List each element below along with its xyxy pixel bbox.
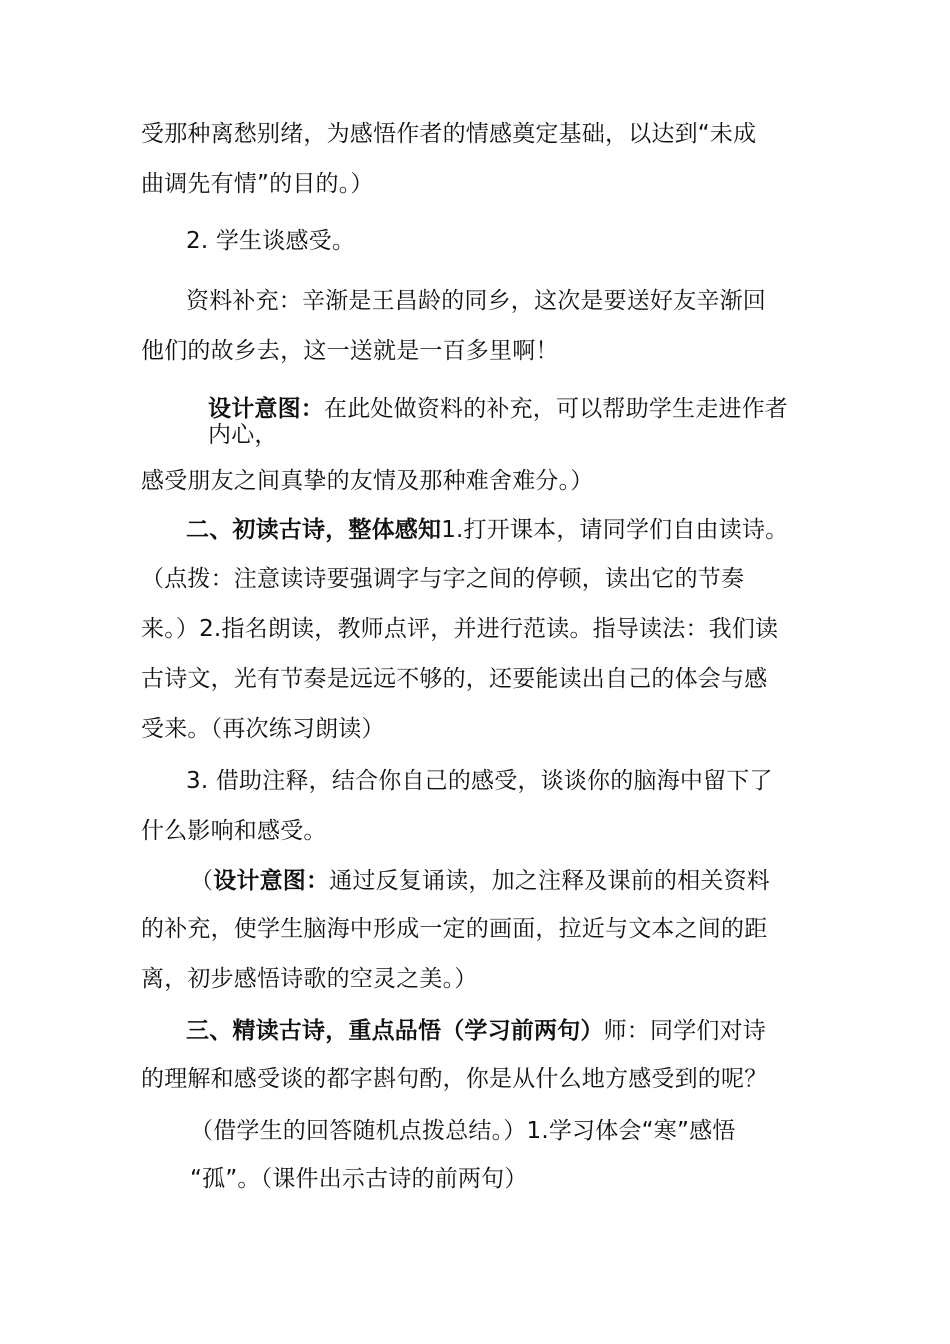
section-heading-3: 三、精读古诗，重点品悟（学习前两句）	[186, 1018, 604, 1044]
paragraph-line: 的补充，使学生脑海中形成一定的画面，拉近与文本之间的距	[141, 916, 768, 942]
paragraph-line: 受来。（再次练习朗读）	[141, 716, 385, 742]
paragraph-line: 古诗文，光有节奏是远远不够的，还要能读出自己的体会与感	[141, 666, 768, 692]
list-item-3: 3. 借助注释，结合你自己的感受，谈谈你的脑海中留下了	[186, 768, 773, 794]
paragraph-line: 他们的故乡去，这一送就是一百多里啊！	[141, 338, 559, 364]
paragraph-line: （借学生的回答随机点拨总结。）1.学习体会“寒”感悟	[190, 1118, 736, 1144]
section-text: 师：同学们对诗	[603, 1018, 767, 1044]
design-intent-line	[190, 866, 770, 896]
paragraph-line: 资料补充：辛渐是王昌龄的同乡，这次是要送好友辛渐回	[186, 288, 766, 314]
paragraph-line: 曲调先有情”的目的。）	[141, 171, 374, 197]
section-heading-line	[186, 515, 788, 545]
section-text: 1.打开课本，请同学们自由读诗。	[441, 517, 789, 543]
paragraph-line: 离，初步感悟诗歌的空灵之美。）	[141, 966, 478, 992]
section-heading-line	[186, 1016, 766, 1046]
paragraph-line: 感受朋友之间真挚的友情及那种难舍难分。）	[141, 468, 594, 494]
paragraph-line: “孤”。（课件出示古诗的前两句）	[190, 1166, 528, 1192]
paragraph-line: （点拨：注意读诗要强调字与字之间的停顿，读出它的节奏	[141, 566, 745, 592]
paragraph-line: 什么影响和感受。	[141, 818, 327, 844]
design-intent-label: 设计意图：	[208, 396, 324, 422]
paragraph-line: 内心，	[208, 422, 278, 448]
section-heading-2: 二、初读古诗，整体感知	[186, 517, 442, 543]
paragraph-line: 来。）2.指名朗读，教师点评，并进行范读。指导读法：我们读	[141, 616, 779, 642]
paragraph-line: 的理解和感受谈的都字斟句酌，你是从什么地方感受到的呢？	[141, 1066, 768, 1092]
design-intent-text: 在此处做资料的补充，可以帮助学生走进作者	[324, 396, 788, 422]
open-paren: （	[190, 868, 214, 894]
design-intent-label: 设计意图：	[213, 868, 330, 894]
list-item-2: 2. 学生谈感受。	[186, 228, 356, 254]
design-intent-text: 通过反复诵读，加之注释及课前的相关资料	[329, 868, 771, 894]
design-intent-line	[208, 394, 788, 424]
paragraph-line: 受那种离愁别绪，为感悟作者的情感奠定基础，以达到“未成	[141, 121, 757, 147]
